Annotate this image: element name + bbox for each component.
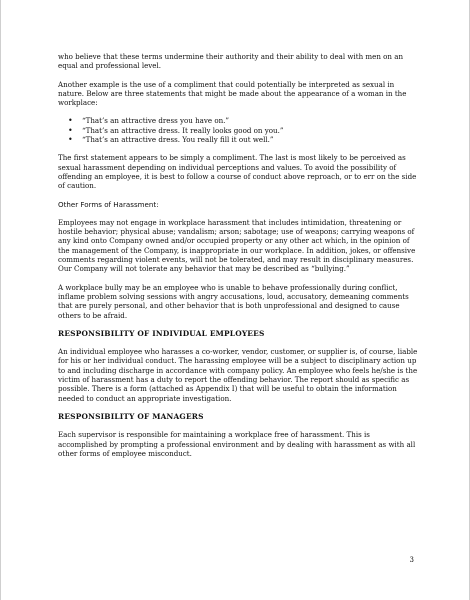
statements-list [58,116,419,144]
paragraph-individual-responsibility: An individual employee who harasses a co-worker, vendor, customer, or supplier is, of course, liable for his or her individual conduct. The harassing employee will be a subject to disciplinary action up to and including discharge in accordance with company policy. An employee who feels he/she is the victim of harassment has a duty to report the offending behavior. The report should as specific as possible. There is a form (attached as Appendix I) that will be useful to obtain the information needed to conduct an appropriate investigation. [58,347,418,403]
paragraph-compliment-example: Another example is the use of a compliment that could potentially be interpreted as sexual in nature. Below are three statements that might be made about the appearance of a woman in the workplace: [58,79,407,108]
list-item: • “That’s an attractive dress you have on.” [82,116,419,125]
paragraph-first-statement: The first statement appears to be simply a compliment. The last is most likely to be perceived as sexual harassment depending on individual perceptions and values. To avoid the possibility of offending an employee, it is best to follow a course of conduct above reproach, or to err on the side of caution. [58,153,417,191]
page-number: 3 [409,556,414,564]
list-item: • “That’s an attractive dress. You really fill it out well.” [82,135,419,144]
paragraph-manager-responsibility: Each supervisor is responsible for maintaining a workplace free of harassment. This is accomplished by prompting a professional environment and by dealing with harassment as with all other forms of employee misconduct. [58,430,416,458]
paragraph-prohibited-conduct: Employees may not engage in workplace harassment that includes intimidation, threatening or hostile behavior; physical abuse; vandalism; arson; sabotage; use of weapons; carrying weapons of any kind onto Company owned and/or occupied property or any other act which, in the opinion of the management of the Company, is inappropriate in our workplace. In addition, jokes, or offensive comments regarding violent events, will not be tolerated, and may result in disciplinary measures. Our Company will not tolerate any behavior that may be described as “bullying.” [58,217,416,274]
individual-employees-heading: RESPONSIBILITY OF INDIVIDUAL EMPLOYEES [58,328,265,338]
other-forms-heading: Other Forms of Harassment: [58,199,159,209]
paragraph-workplace-bully: A workplace bully may be an employee who is unable to behave professionally during conflict, inflame problem solving sessions with angry accusations, loud, accusatory, demeaning comments that are purely personal, and other behavior that is both unprofessional and designed to cause others to be afraid. [58,282,409,320]
list-item: • “That’s an attractive dress. It really looks good on you.” [82,126,419,135]
managers-heading: RESPONSIBILITY OF MANAGERS [58,411,204,421]
paragraph-authority: who believe that these terms undermine their authority and their ability to deal with men on an equal and professional level. [58,52,404,71]
